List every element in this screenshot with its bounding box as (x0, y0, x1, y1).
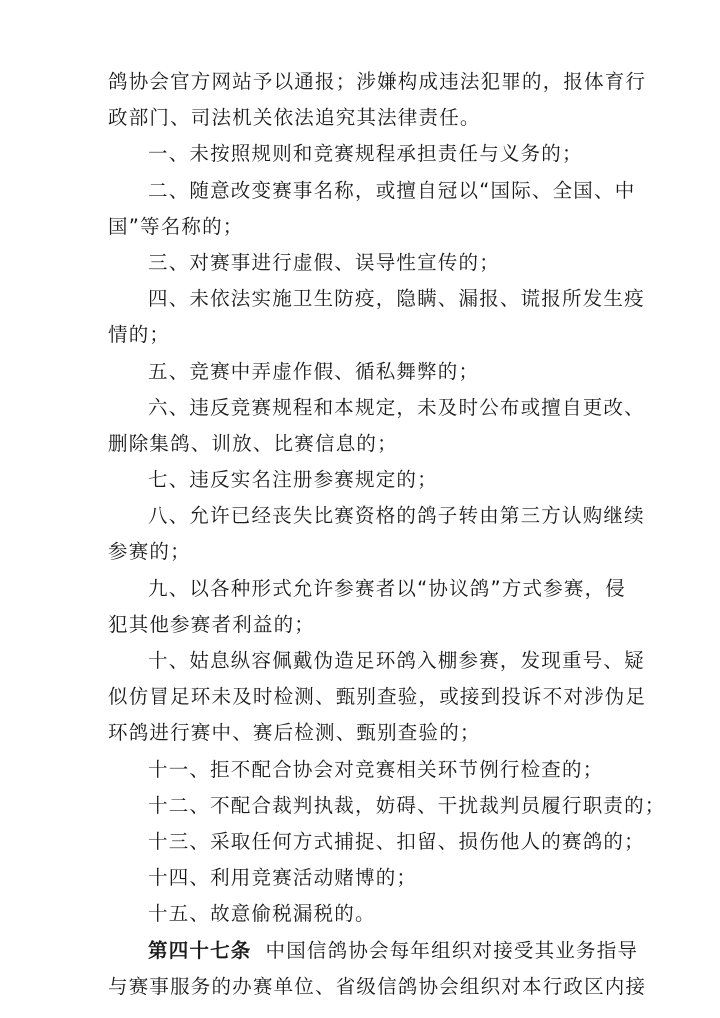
list-item-11: 十一、拒不配合协会对竞赛相关环节例行检查的； (148, 757, 604, 781)
list-item-5: 五、竞赛中弄虚作假、循私舞弊的； (148, 359, 480, 383)
list-item-4-cont: 情的； (108, 323, 171, 347)
list-item-13: 十三、采取任何方式捕捉、扣留、损伤他人的赛鸽的； (148, 829, 645, 853)
list-item-7: 七、违反实名注册参赛规定的； (148, 468, 438, 492)
list-item-6: 六、违反竞赛规程和本规定，未及时公布或擅自更改、 (148, 395, 645, 419)
body-text-line: 鸽协会官方网站予以通报；涉嫌构成违法犯罪的，报体育行 (108, 70, 647, 93)
list-item-15: 十五、故意偷税漏税的。 (148, 902, 376, 926)
list-item-12: 十二、不配合裁判执裁，妨碍、干扰裁判员履行职责的； (148, 793, 666, 817)
article-text: 中国信鸽协会每年组织对接受其业务指导 (265, 938, 639, 962)
article-47-cont: 与赛事服务的办赛单位、省级信鸽协会组织对本行政区内接 (108, 974, 647, 998)
article-number: 第四十七条 (148, 938, 252, 962)
article-47-first-line (108, 933, 639, 969)
list-item-2: 二、随意改变赛事名称，或擅自冠以“国际、全国、中 (148, 178, 636, 202)
body-text-line: 政部门、司法机关依法追究其法律责任。 (108, 106, 481, 130)
list-item-14: 十四、利用竞赛活动赌博的； (148, 866, 418, 890)
list-item-6-cont: 删除集鸽、训放、比赛信息的； (108, 431, 398, 455)
list-item-2-cont: 国”等名称的； (108, 214, 244, 238)
list-item-8: 八、允许已经丧失比赛资格的鸽子转由第三方认购继续 (148, 504, 645, 528)
list-item-10-cont: 环鸽进行赛中、赛后检测、甄别查验的； (108, 721, 481, 745)
document-page (108, 64, 666, 1005)
list-item-3: 三、对赛事进行虚假、误导性宣传的； (148, 250, 500, 274)
list-item-10-cont: 似仿冒足环未及时检测、甄别查验，或接到投诉不对涉伪足 (108, 685, 647, 709)
list-item-8-cont: 参赛的； (108, 540, 191, 564)
list-item-1: 一、未按照规则和竞赛规程承担责任与义务的； (148, 142, 583, 166)
list-item-9: 九、以各种形式允许参赛者以“协议鸽”方式参赛，侵 (148, 576, 627, 600)
list-item-4: 四、未依法实施卫生防疫，隐瞒、漏报、谎报所发生疫 (148, 287, 645, 311)
list-item-10: 十、姑息纵容佩戴伪造足环鸽入棚参赛，发现重号、疑 (148, 649, 645, 672)
list-item-9-cont: 犯其他参赛者利益的； (108, 612, 316, 636)
